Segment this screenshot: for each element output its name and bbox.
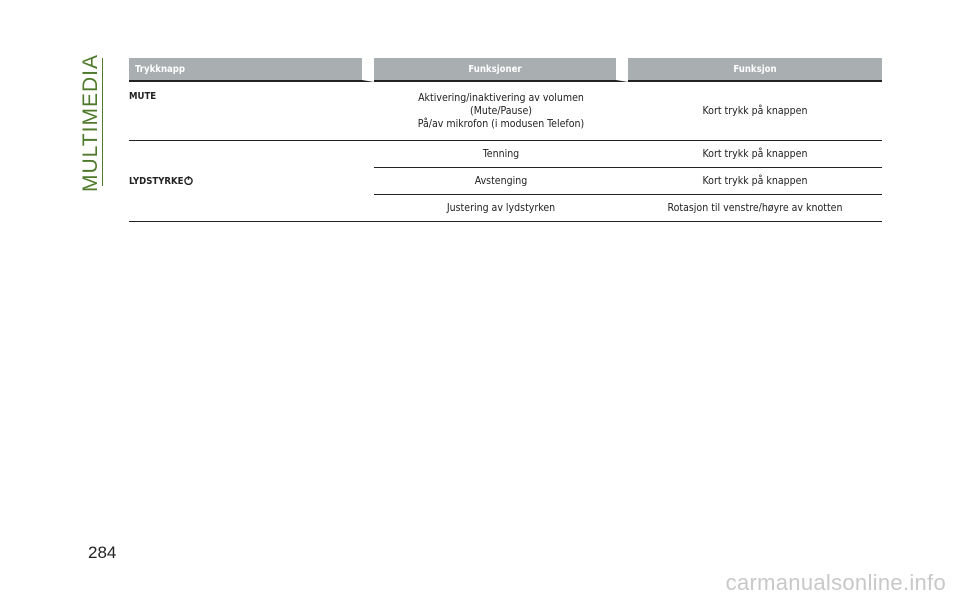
operation-cell: Kort trykk på knappen (628, 82, 882, 141)
header-function: Funksjon (628, 58, 882, 82)
volume-knob-icon (184, 176, 193, 185)
operation-cell: Rotasjon til venstre/høyre av knotten (628, 195, 882, 222)
function-line: På/av mikrofon (i modusen Telefon) (417, 117, 585, 130)
button-label: LYDSTYRKE (129, 175, 184, 187)
table-row (129, 141, 882, 168)
header-functions: Funksjoner (374, 58, 628, 82)
function-cell: Tenning (374, 141, 628, 168)
section-title-text: MULTIMEDIA (79, 54, 103, 192)
table-row (129, 82, 882, 141)
header-button: Trykknapp (129, 58, 374, 82)
table-header-row (129, 58, 882, 82)
section-divider (102, 58, 103, 186)
page-number: 284 (88, 543, 117, 562)
watermark: carmanualsonline.info (725, 570, 946, 595)
function-line: (Mute/Pause) (470, 104, 532, 117)
operation-cell: Kort trykk på knappen (628, 168, 882, 195)
button-cell-mute: MUTE (129, 82, 374, 141)
function-table (129, 58, 882, 222)
button-cell-lydstyrke (129, 141, 374, 222)
function-cell: Justering av lydstyrken (374, 195, 628, 222)
function-cell: Avstenging (374, 168, 628, 195)
function-cell (374, 82, 628, 141)
operation-cell: Kort trykk på knappen (628, 141, 882, 168)
function-line: Aktivering/inaktivering av volumen (418, 91, 584, 104)
